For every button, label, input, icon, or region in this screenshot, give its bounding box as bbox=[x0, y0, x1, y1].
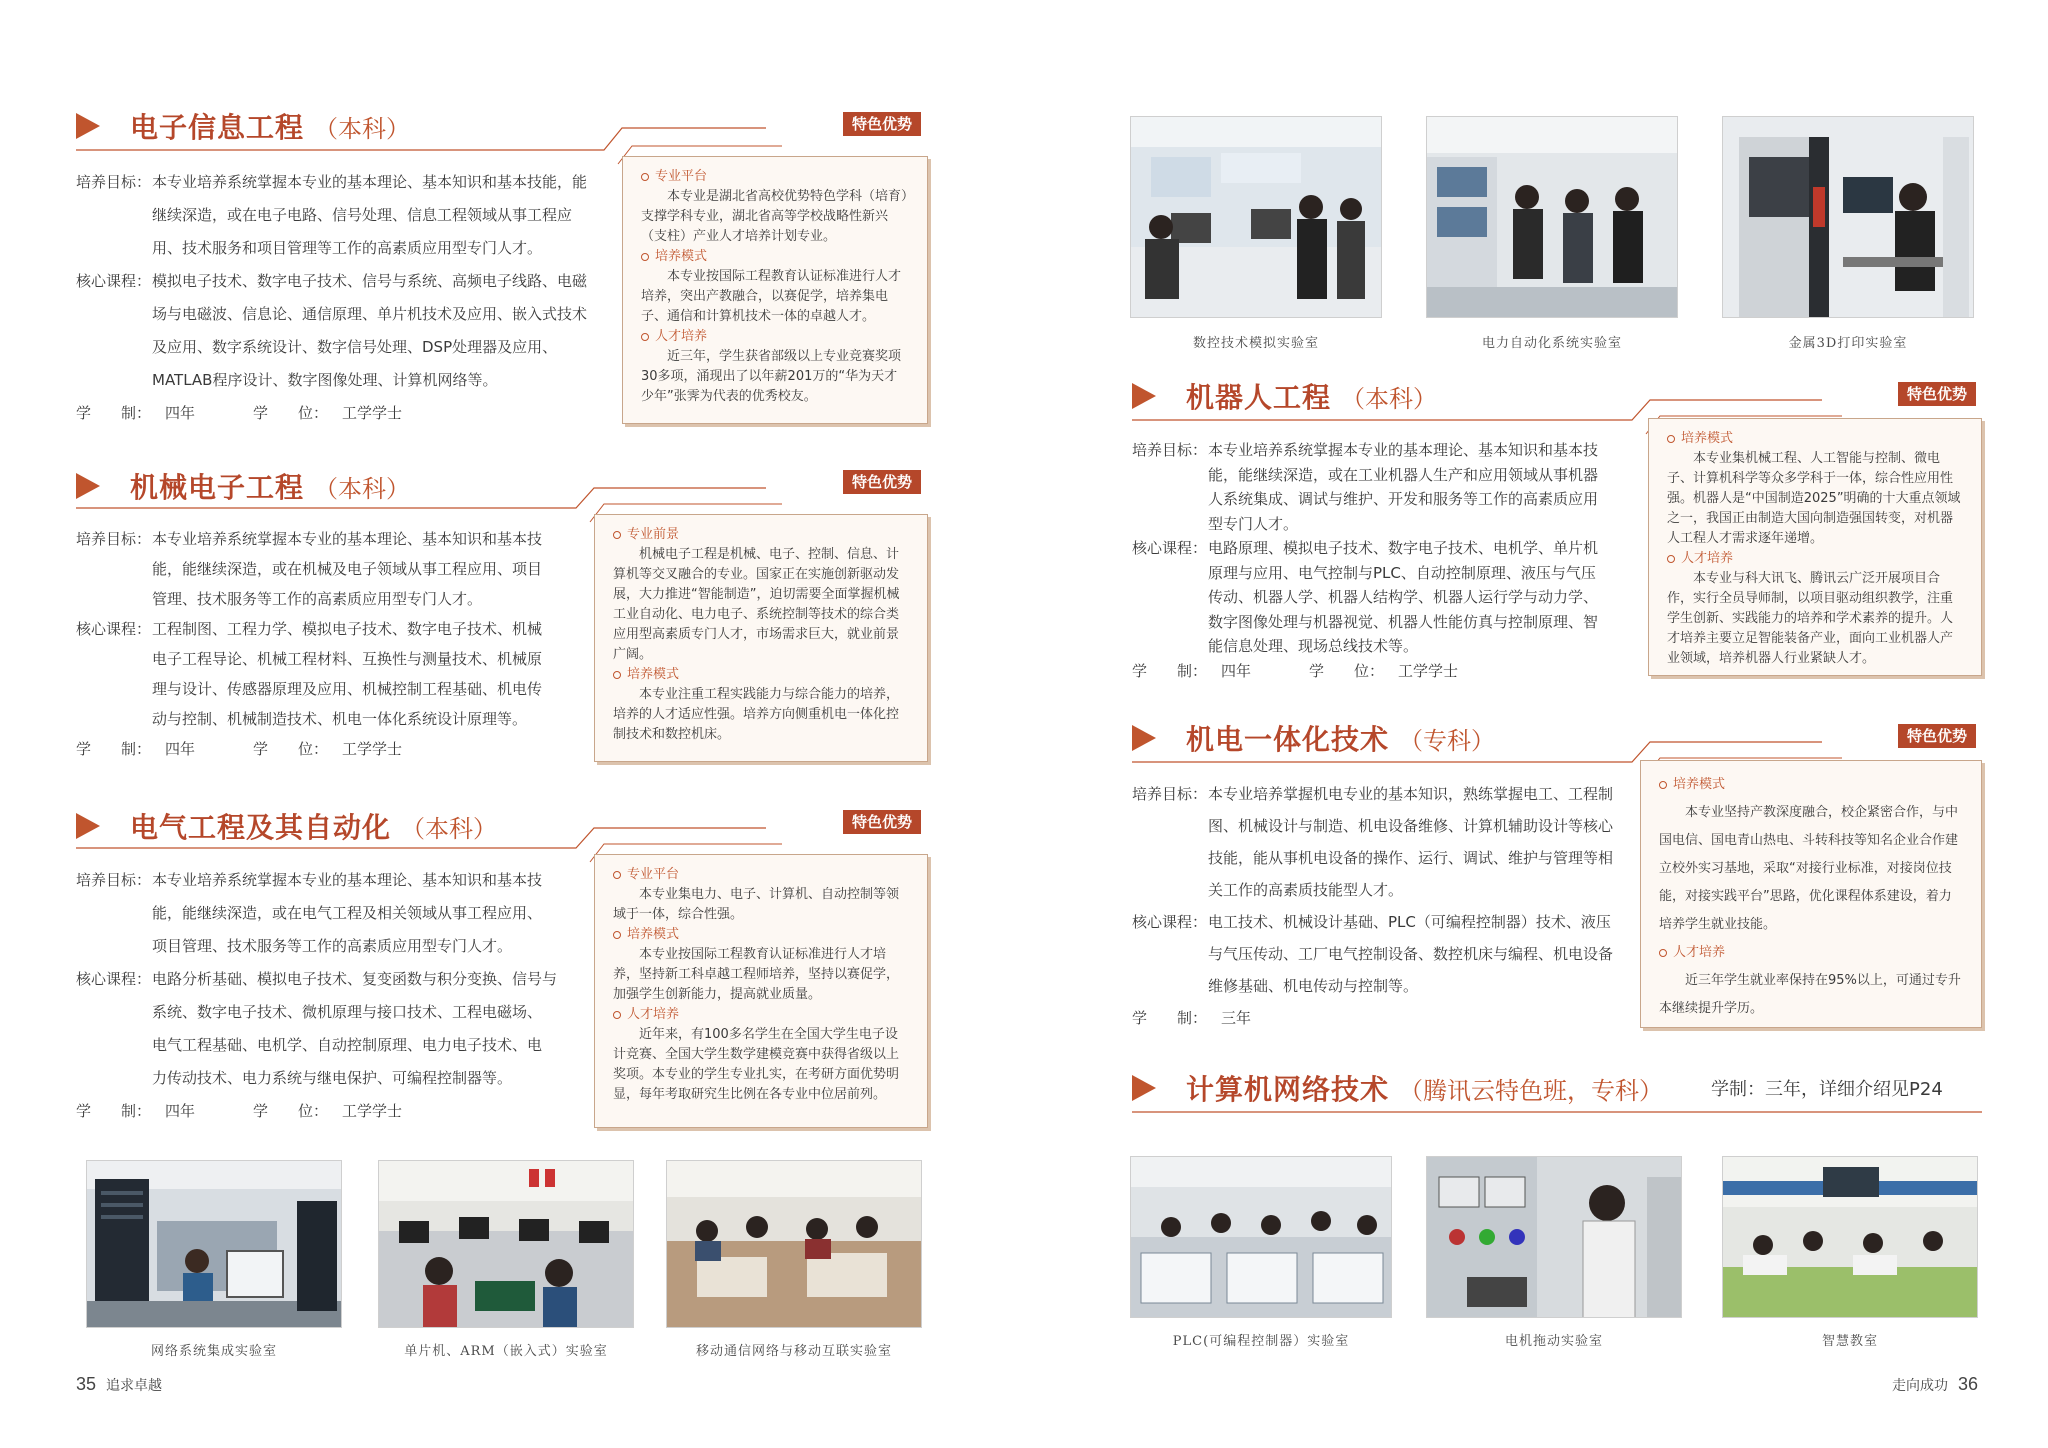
feature-badge: 特色优势 bbox=[843, 810, 921, 834]
feature-box bbox=[1648, 418, 1982, 676]
feature-text: 近三年，学生获省部级以上专业竞赛奖项30多项，涌现出了以年薪201万的“华为天才少年”张霁为代表的优秀校友。 bbox=[641, 349, 902, 404]
goal-line: 本专业培养掌握机电专业的基本知识，熟练掌握电工、工程制 bbox=[1208, 785, 1614, 803]
section-kind: （本科） bbox=[401, 814, 498, 843]
goal-line: 人系统集成、调试与维护、开发和服务等工作的高素质应用 bbox=[1208, 490, 1599, 508]
photo-caption: 移动通信网络与移动互联实验室 bbox=[695, 1344, 892, 1359]
section-title: 机器人工程 bbox=[1186, 381, 1332, 414]
course-line: 电路分析基础、模拟电子技术、复变函数与积分变换、信号与 bbox=[152, 970, 558, 988]
section-body bbox=[1132, 438, 1632, 683]
feature-subtitle: 培养模式 bbox=[1659, 771, 1963, 799]
section-kind: （本科） bbox=[314, 474, 411, 503]
feature-subtitle: 人才培养 bbox=[641, 327, 909, 347]
circle-bullet-icon bbox=[641, 253, 649, 261]
feature-badge: 特色优势 bbox=[843, 112, 921, 136]
goal-label: 培养目标： bbox=[1132, 441, 1208, 459]
section-title: 机械电子工程 bbox=[130, 471, 305, 504]
goal-label: 培养目标： bbox=[1132, 785, 1208, 803]
feature-box bbox=[622, 156, 928, 424]
course-line: 与气压传动、工厂电气控制设备、数控机床与编程、机电设备 bbox=[1208, 945, 1614, 963]
header-underline bbox=[76, 806, 936, 856]
feature-subtitle: 培养模式 bbox=[641, 247, 909, 267]
photo-caption: 智慧教室 bbox=[1821, 1334, 1878, 1349]
study-label: 学 制： bbox=[76, 740, 152, 758]
circle-bullet-icon bbox=[641, 173, 649, 181]
goal-row bbox=[76, 864, 576, 963]
course-row bbox=[1132, 536, 1632, 659]
course-line: 电子工程导论、机械工程材料、互换性与测量技术、机械原 bbox=[152, 650, 543, 668]
goal-line: 项目管理、技术服务等工作的高素质应用型专门人才。 bbox=[152, 937, 513, 955]
feature-subtitle: 专业平台 bbox=[613, 865, 909, 885]
page-number-right bbox=[1892, 1374, 1978, 1395]
degree-label: 学 位： bbox=[253, 1102, 329, 1120]
lab-photo-plc bbox=[1130, 1156, 1392, 1318]
goal-label: 培养目标： bbox=[76, 530, 152, 548]
feature-badge: 特色优势 bbox=[843, 470, 921, 494]
circle-bullet-icon bbox=[641, 333, 649, 341]
page-number: 35 bbox=[76, 1374, 97, 1394]
degree-label: 学 位： bbox=[253, 740, 329, 758]
goal-row bbox=[76, 524, 576, 614]
feature-text: 近三年学生就业率保持在95%以上，可通过专升本继续提升学历。 bbox=[1659, 973, 1961, 1016]
feature-text: 本专业注重工程实践能力与综合能力的培养，培养的人才适应性强。培养方向侧重机电一体化控制技术和数控机床。 bbox=[613, 687, 900, 742]
feature-box bbox=[594, 514, 928, 762]
course-row bbox=[1132, 906, 1632, 1002]
goal-row bbox=[1132, 778, 1632, 906]
circle-bullet-icon bbox=[613, 931, 621, 939]
goal-line: 本专业培养系统掌握本专业的基本理论、基本知识和基本技 bbox=[1208, 441, 1599, 459]
goal-line: 能，能继续深造，或在工业机器人生产和应用领域从事机器 bbox=[1208, 465, 1599, 484]
feature-text: 近年来，有100多名学生在全国大学生电子设计竞赛、全国大学生数学建模竞赛中获得省级以上奖项。本专业的学生专业扎实，在考研方面优势明显，每年考取研究生比例在各专业中位居前列。 bbox=[613, 1027, 900, 1102]
feature-box bbox=[594, 854, 928, 1128]
section-computer-network-tech bbox=[1132, 1068, 1982, 1118]
study-row bbox=[1132, 1002, 1632, 1034]
feature-subtitle: 专业平台 bbox=[641, 167, 909, 187]
goal-line: 本专业培养系统掌握本专业的基本理论、基本知识和基本技能，能 bbox=[152, 173, 588, 191]
section-body bbox=[76, 166, 602, 430]
circle-bullet-icon bbox=[613, 871, 621, 879]
study-row bbox=[1132, 659, 1632, 684]
feature-text: 本专业集机械工程、人工智能与控制、微电子、计算机科学等众多学科于一体，综合性应用性强。机器人是“中国制造2025”明确的十大重点领域之一，我国正由制造大国向制造强国转变，对机器人工程人才需求逐年递增。 bbox=[1667, 451, 1961, 546]
study-value: 四年 bbox=[165, 1102, 196, 1120]
circle-bullet-icon bbox=[613, 1011, 621, 1019]
degree-label: 学 位： bbox=[253, 404, 329, 422]
section-body bbox=[76, 524, 576, 764]
course-line: 电路原理、模拟电子技术、数字电子技术、电机学、单片机 bbox=[1208, 539, 1599, 557]
circle-bullet-icon bbox=[613, 531, 621, 539]
course-line: 系统、数字电子技术、微机原理与接口技术、工程电磁场、 bbox=[152, 1003, 543, 1021]
circle-bullet-icon bbox=[1667, 435, 1675, 443]
header-underline bbox=[1132, 1068, 1982, 1118]
goal-row bbox=[1132, 438, 1632, 536]
section-extra-info: 学制：三年，详细介绍见P24 bbox=[1711, 1079, 1943, 1100]
course-line: 传动、机器人学、机器人结构学、机器人运行学与动力学、 bbox=[1208, 588, 1599, 606]
study-row bbox=[76, 1095, 576, 1128]
course-row bbox=[76, 614, 576, 734]
section-kind: （专科） bbox=[1399, 726, 1496, 755]
header-underline bbox=[76, 466, 936, 516]
degree-label: 学 位： bbox=[1309, 661, 1385, 680]
degree-value: 工学学士 bbox=[342, 404, 403, 422]
section-title: 计算机网络技术 bbox=[1186, 1073, 1390, 1106]
study-label: 学 制： bbox=[1132, 1009, 1208, 1027]
course-line: 模拟电子技术、数字电子技术、信号与系统、高频电子线路、电磁 bbox=[152, 272, 588, 290]
feature-subtitle: 培养模式 bbox=[613, 925, 909, 945]
circle-bullet-icon bbox=[613, 671, 621, 679]
course-row bbox=[76, 265, 602, 397]
lab-photo-network bbox=[86, 1160, 342, 1328]
goal-line: 图、机械设计与制造、机电设备维修、计算机辅助设计等核心 bbox=[1208, 817, 1614, 835]
course-row bbox=[76, 963, 576, 1095]
course-line: MATLAB程序设计、数字图像处理、计算机网络等。 bbox=[152, 371, 498, 389]
section-body bbox=[1132, 778, 1632, 1034]
circle-bullet-icon bbox=[1659, 949, 1667, 957]
photo-caption: 金属3D打印实验室 bbox=[1788, 336, 1908, 351]
goal-line: 能，能继续深造，或在机械及电子领域从事工程应用、项目 bbox=[152, 560, 543, 578]
photo-caption: 单片机、ARM（嵌入式）实验室 bbox=[404, 1344, 608, 1359]
course-line: 原理与应用、电气控制与PLC、自动控制原理、液压与气压 bbox=[1208, 563, 1596, 582]
course-line: 工程制图、工程力学、模拟电子技术、数字电子技术、机械 bbox=[152, 620, 543, 638]
course-label: 核心课程： bbox=[1132, 913, 1208, 931]
goal-line: 型专门人才。 bbox=[1208, 514, 1299, 533]
goal-line: 用、技术服务和项目管理等工作的高素质应用型专门人才。 bbox=[152, 239, 543, 257]
course-line: 能信息处理、现场总线技术等。 bbox=[1208, 637, 1419, 655]
feature-subtitle: 培养模式 bbox=[1667, 429, 1963, 449]
feature-subtitle: 人才培养 bbox=[1667, 549, 1963, 569]
goal-line: 能，能继续深造，或在电气工程及相关领域从事工程应用、 bbox=[152, 904, 543, 922]
course-line: 电工技术、机械设计基础、PLC（可编程控制器）技术、液压 bbox=[1208, 913, 1611, 931]
study-value: 三年 bbox=[1221, 1009, 1252, 1027]
photo-caption: PLC(可编程控制器）实验室 bbox=[1172, 1334, 1350, 1349]
study-row bbox=[76, 734, 576, 764]
section-title: 电子信息工程 bbox=[130, 111, 305, 144]
page-number: 36 bbox=[1957, 1374, 1978, 1394]
section-title: 电气工程及其自动化 bbox=[130, 811, 392, 844]
photo-caption: 数控技术模拟实验室 bbox=[1192, 336, 1319, 351]
goal-row bbox=[76, 166, 602, 265]
study-value: 四年 bbox=[1221, 661, 1252, 680]
feature-text: 本专业按国际工程教育认证标准进行人才培养，突出产教融合，以赛促学，培养集电子、通信和计算机技术一体的卓越人才。 bbox=[641, 269, 902, 324]
course-line: 理与设计、传感器原理及应用、机械控制工程基础、机电传 bbox=[152, 680, 543, 698]
feature-subtitle: 人才培养 bbox=[1659, 939, 1963, 967]
course-line: 数字图像处理与机器视觉、机器人性能仿真与控制原理、智 bbox=[1208, 612, 1599, 631]
section-kind: （本科） bbox=[314, 114, 411, 143]
feature-text: 本专业与科大讯飞、腾讯云广泛开展项目合作，实行全员导师制，以项目驱动组织教学，注重学生创新、实践能力的培养和学术素养的提升。人才培养主要立足智能装备产业，面向工业机器人产业领域，培养机器人行业紧缺人才。 bbox=[1667, 571, 1954, 666]
study-label: 学 制： bbox=[1132, 661, 1208, 680]
goal-label: 培养目标： bbox=[76, 173, 152, 191]
goal-line: 管理、技术服务等工作的高素质应用型专门人才。 bbox=[152, 590, 483, 608]
lab-photo-cnc bbox=[1130, 116, 1382, 318]
study-value: 四年 bbox=[165, 404, 196, 422]
photo-caption: 网络系统集成实验室 bbox=[150, 1344, 277, 1359]
circle-bullet-icon bbox=[1667, 555, 1675, 563]
circle-bullet-icon bbox=[1659, 781, 1667, 789]
goal-line: 本专业培养系统掌握本专业的基本理论、基本知识和基本技 bbox=[152, 871, 543, 889]
goal-line: 技能，能从事机电设备的操作、运行、调试、维护与管理等相 bbox=[1208, 849, 1614, 867]
feature-badge: 特色优势 bbox=[1898, 382, 1976, 406]
feature-text: 本专业按国际工程教育认证标准进行人才培养，坚持新工科卓越工程师培养，坚持以赛促学，加强学生创新能力，提高就业质量。 bbox=[613, 947, 900, 1002]
feature-subtitle: 培养模式 bbox=[613, 665, 909, 685]
header-underline bbox=[76, 106, 936, 156]
lab-photo-3d-printing bbox=[1722, 116, 1974, 318]
page-label: 走向成功 bbox=[1891, 1378, 1948, 1394]
section-kind: （腾讯云特色班，专科） bbox=[1399, 1076, 1664, 1105]
course-line: 力传动技术、电力系统与继电保护、可编程控制器等。 bbox=[152, 1069, 513, 1087]
feature-text: 本专业坚持产教深度融合，校企紧密合作，与中国电信、国电青山热电、斗转科技等知名企业合作建立校外实习基地，采取“对接行业标准，对接岗位技能，对接实践平台”思路，优化课程体系建设，着力培养学生就业技能。 bbox=[1659, 805, 1959, 932]
degree-value: 工学学士 bbox=[342, 740, 403, 758]
photo-caption: 电机拖动实验室 bbox=[1504, 1334, 1603, 1349]
lab-photo-power-automation bbox=[1426, 116, 1678, 318]
feature-subtitle: 专业前景 bbox=[613, 525, 909, 545]
photo-caption: 电力自动化系统实验室 bbox=[1481, 336, 1622, 351]
feature-subtitle: 人才培养 bbox=[613, 1005, 909, 1025]
course-line: 及应用、数字系统设计、数字信号处理、DSP处理器及应用、 bbox=[152, 338, 558, 356]
feature-badge: 特色优势 bbox=[1898, 724, 1976, 748]
goal-label: 培养目标： bbox=[76, 871, 152, 889]
degree-value: 工学学士 bbox=[342, 1102, 403, 1120]
course-label: 核心课程： bbox=[1132, 539, 1208, 557]
course-line: 动与控制、机械制造技术、机电一体化系统设计原理等。 bbox=[152, 710, 528, 728]
course-label: 核心课程： bbox=[76, 970, 152, 988]
study-label: 学 制： bbox=[76, 1102, 152, 1120]
course-label: 核心课程： bbox=[76, 272, 152, 290]
degree-value: 工学学士 bbox=[1398, 661, 1459, 680]
page-label: 追求卓越 bbox=[106, 1378, 163, 1394]
goal-line: 继续深造，或在电子电路、信号处理、信息工程领域从事工程应 bbox=[152, 206, 573, 224]
feature-text: 本专业集电力、电子、计算机、自动控制等领域于一体，综合性强。 bbox=[613, 887, 900, 922]
course-line: 场与电磁波、信息论、通信原理、单片机技术及应用、嵌入式技术 bbox=[152, 305, 588, 323]
lab-photo-mobile-network bbox=[666, 1160, 922, 1328]
lab-photo-mcu-arm bbox=[378, 1160, 634, 1328]
lab-photo-motor-drive bbox=[1426, 1156, 1682, 1318]
course-line: 电气工程基础、电机学、自动控制原理、电力电子技术、电 bbox=[152, 1036, 543, 1054]
course-label: 核心课程： bbox=[76, 620, 152, 638]
feature-text: 本专业是湖北省高校优势特色学科（培育）支撑学科专业，湖北省高等学校战略性新兴（支柱）产业人才培养计划专业。 bbox=[641, 189, 908, 244]
study-row bbox=[76, 397, 602, 430]
section-body bbox=[76, 864, 576, 1128]
feature-box bbox=[1640, 760, 1982, 1028]
course-line: 维修基础、机电传动与控制等。 bbox=[1208, 977, 1419, 995]
section-title: 机电一体化技术 bbox=[1186, 723, 1390, 756]
section-kind: （本科） bbox=[1341, 384, 1438, 413]
page-number-left bbox=[76, 1374, 162, 1395]
goal-line: 关工作的高素质技能型人才。 bbox=[1208, 881, 1404, 899]
feature-text: 机械电子工程是机械、电子、控制、信息、计算机等交叉融合的专业。国家正在实施创新驱动发展，大力推进“智能制造”，迫切需要全面掌握机械工业自动化、电力电子、系统控制等技术的综合类应用型高素质专门人才，市场需求巨大，就业前景广阔。 bbox=[613, 547, 900, 662]
goal-line: 本专业培养系统掌握本专业的基本理论、基本知识和基本技 bbox=[152, 530, 543, 548]
study-value: 四年 bbox=[165, 740, 196, 758]
study-label: 学 制： bbox=[76, 404, 152, 422]
lab-photo-smart-classroom bbox=[1722, 1156, 1978, 1318]
